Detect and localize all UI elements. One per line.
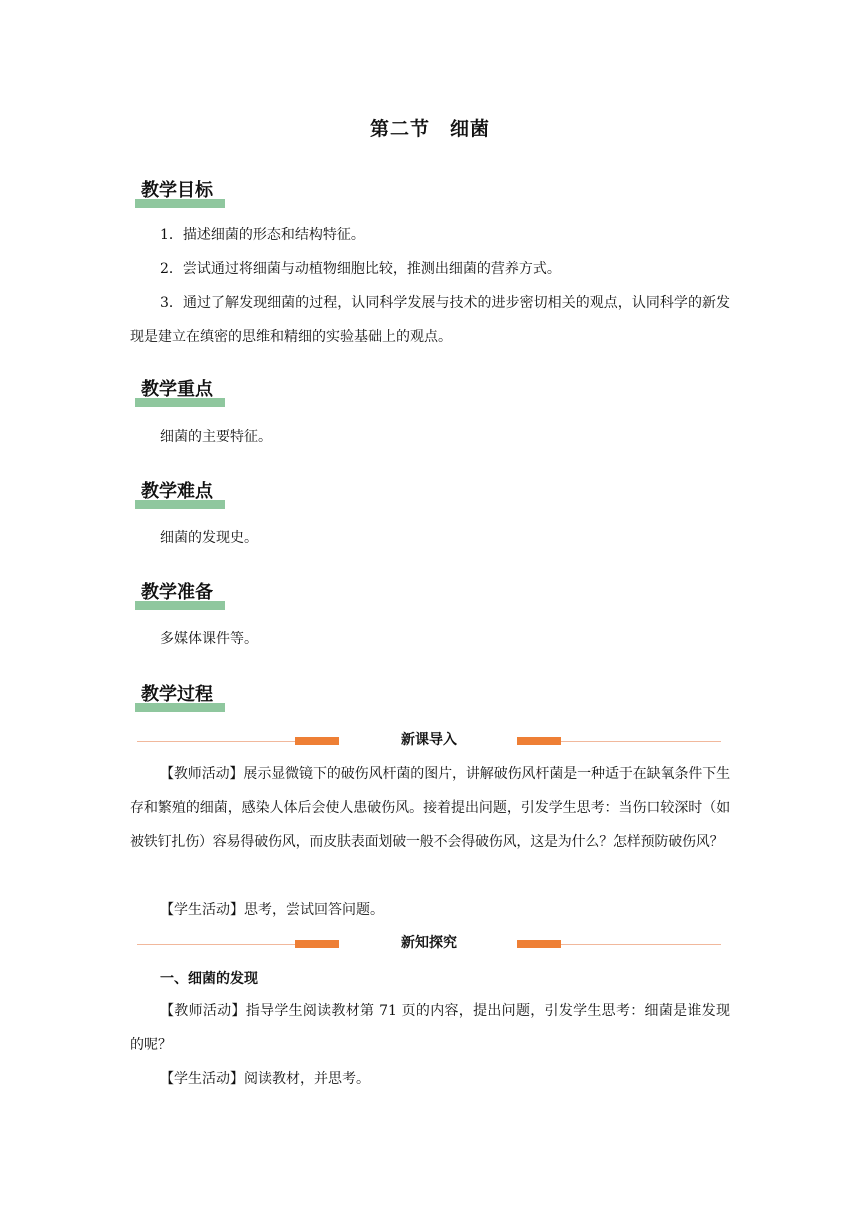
heading-text: 教学准备 [141,582,213,603]
heading-text: 教学目标 [141,180,213,201]
preparation-text: 多媒体课件等。 [160,631,258,647]
section-heading-preparation [135,580,213,610]
divider-label: 新课导入 [401,732,457,748]
page-title: 第二节 细菌 [369,118,490,140]
key-points-text: 细菌的主要特征。 [160,429,272,445]
explore-teacher-activity: 【教师活动】指导学生阅读教材第 71 页的内容，提出问题，引发学生思考：细菌是谁发现的呢？ [130,1003,730,1053]
objective-item-2: 2．尝试通过将细菌与动植物细胞比较，推测出细菌的营养方式。 [160,261,561,277]
explore-student-activity: 【学生活动】阅读教材，并思考。 [160,1071,370,1087]
section-heading-difficulties [135,479,213,509]
section-heading-process [135,682,213,712]
intro-teacher-activity: 【教师活动】展示显微镜下的破伤风杆菌的图片，讲解破伤风杆菌是一种适于在缺氧条件下生存和繁殖的细菌，感染人体后会使人患破伤风。接着提出问题，引发学生思考：当伤口较深时（如被铁钉扎伤）容易得破伤风，而皮肤表面划破一般不会得破伤风，这是为什么？怎样预防破伤风？ [130,766,730,850]
section-heading-objectives [135,178,213,208]
divider-intro [137,732,721,752]
heading-text: 教学过程 [141,684,213,705]
objective-item-3: 3．通过了解发现细菌的过程，认同科学发展与技术的进步密切相关的观点，认同科学的新发现是建立在缜密的思维和精细的实验基础上的观点。 [130,295,730,345]
intro-student-activity: 【学生活动】思考，尝试回答问题。 [160,902,384,918]
divider-label: 新知探究 [401,935,457,951]
heading-text: 教学重点 [141,379,213,400]
difficulties-text: 细菌的发现史。 [160,530,258,546]
divider-explore [137,935,721,955]
heading-text: 教学难点 [141,481,213,502]
explore-subheading: 一、细菌的发现 [160,971,258,987]
objective-item-1: 1．描述细菌的形态和结构特征。 [160,227,365,243]
section-heading-key-points [135,377,213,407]
